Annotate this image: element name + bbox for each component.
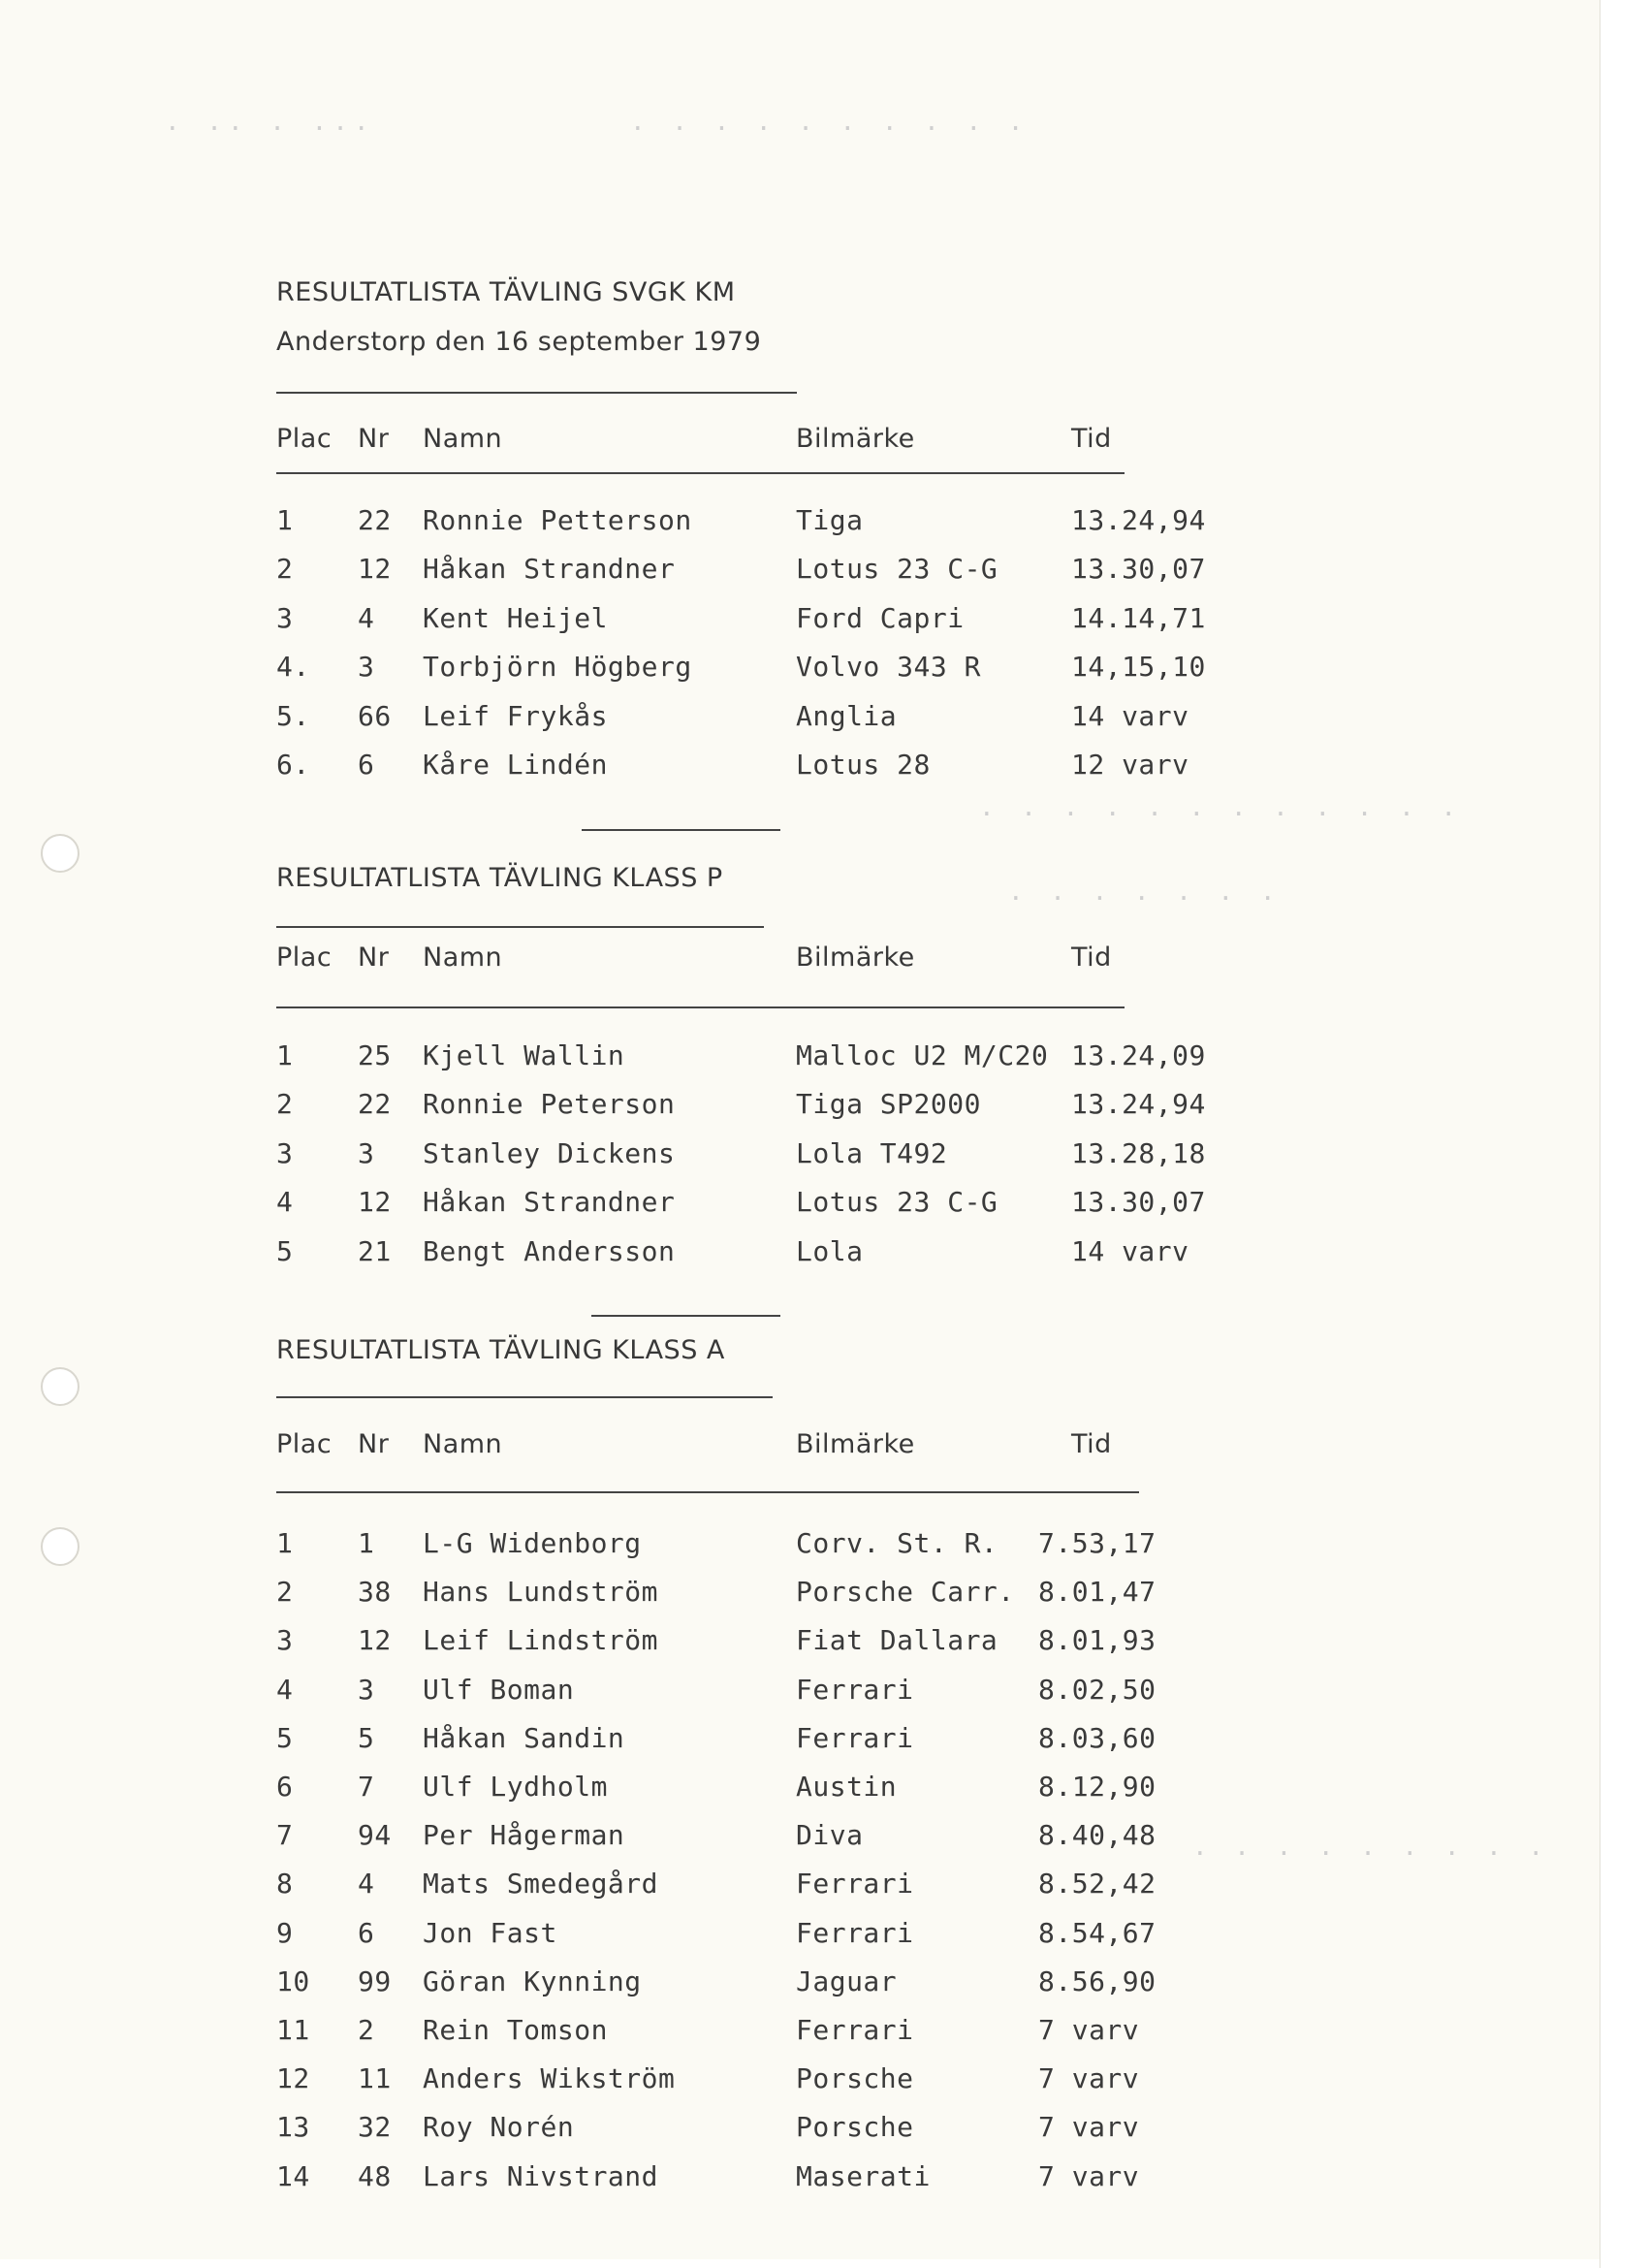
- cell-bilmarke: Porsche: [796, 2062, 914, 2095]
- cell-nr: 21: [358, 1234, 392, 1267]
- cell-nr: 38: [358, 1576, 392, 1609]
- cell-nr: 4: [358, 1868, 375, 1901]
- cell-namn: Ulf Boman: [423, 1673, 575, 1706]
- cell-namn: Torbjörn Högberg: [423, 651, 692, 684]
- col-namn: Namn: [423, 1429, 503, 1459]
- cell-namn: Rein Tomson: [423, 2014, 608, 2046]
- cell-tid: 12 varv: [1071, 749, 1189, 781]
- cell-nr: 6: [358, 1916, 375, 1949]
- cell-plac: 4.: [276, 651, 310, 684]
- cell-plac: 9: [276, 1916, 294, 1949]
- cell-tid: 14 varv: [1071, 1234, 1189, 1267]
- cell-plac: 2: [276, 1088, 294, 1121]
- cell-bilmarke: Ford Capri: [796, 601, 965, 634]
- cell-tid: 13.24,09: [1071, 1039, 1206, 1071]
- cell-tid: 8.01,47: [1038, 1576, 1157, 1609]
- cell-bilmarke: Lola T492: [796, 1136, 948, 1169]
- cell-bilmarke: Malloc U2 M/C20: [796, 1039, 1049, 1071]
- cell-tid: 13.24,94: [1071, 1088, 1206, 1121]
- cell-namn: Leif Lindström: [423, 1624, 659, 1657]
- section-title-klass-p: RESULTATLISTA TÄVLING KLASS P: [276, 863, 723, 893]
- cell-plac: 1: [276, 1039, 294, 1071]
- cell-tid: 7 varv: [1038, 2062, 1140, 2095]
- cell-tid: 7.53,17: [1038, 1527, 1157, 1559]
- cell-tid: 8.03,60: [1038, 1721, 1157, 1754]
- cell-tid: 8.52,42: [1038, 1868, 1157, 1901]
- cell-namn: Bengt Andersson: [423, 1234, 676, 1267]
- cell-plac: 7: [276, 1819, 294, 1852]
- divider: [276, 926, 764, 928]
- cell-plac: 8: [276, 1868, 294, 1901]
- cell-plac: 2: [276, 553, 294, 586]
- cell-namn: Jon Fast: [423, 1916, 557, 1949]
- cell-namn: Kent Heijel: [423, 601, 608, 634]
- cell-tid: 7 varv: [1038, 2014, 1140, 2046]
- cell-tid: 13.30,07: [1071, 1186, 1206, 1219]
- cell-tid: 8.01,93: [1038, 1624, 1157, 1657]
- divider: [276, 1491, 1139, 1493]
- cell-bilmarke: Tiga: [796, 504, 864, 536]
- cell-namn: Hans Lundström: [423, 1576, 659, 1609]
- cell-bilmarke: Corv. St. R.: [796, 1527, 998, 1559]
- cell-bilmarke: Lola: [796, 1234, 864, 1267]
- cell-nr: 3: [358, 651, 375, 684]
- cell-nr: 4: [358, 601, 375, 634]
- cell-bilmarke: Austin: [796, 1771, 898, 1803]
- cell-namn: Mats Smedegård: [423, 1868, 659, 1901]
- cell-nr: 12: [358, 553, 392, 586]
- col-nr: Nr: [358, 942, 390, 973]
- cell-namn: Leif Frykås: [423, 699, 608, 732]
- cell-plac: 5: [276, 1721, 294, 1754]
- cell-tid: 7 varv: [1038, 2159, 1140, 2192]
- col-tid: Tid: [1071, 424, 1112, 454]
- cell-bilmarke: Ferrari: [796, 1916, 914, 1949]
- cell-namn: Anders Wikström: [423, 2062, 676, 2095]
- section-title-klass-a: RESULTATLISTA TÄVLING KLASS A: [276, 1335, 725, 1365]
- col-plac: Plac: [276, 424, 333, 454]
- cell-namn: Ulf Lydholm: [423, 1771, 608, 1803]
- cell-nr: 7: [358, 1771, 375, 1803]
- cell-nr: 22: [358, 504, 392, 536]
- cell-namn: Ronnie Petterson: [423, 504, 692, 536]
- document-subtitle: Anderstorp den 16 september 1979: [276, 327, 762, 357]
- cell-bilmarke: Ferrari: [796, 1868, 914, 1901]
- cell-bilmarke: Diva: [796, 1819, 864, 1852]
- show-through-mark: · · · · · · · · ·: [1192, 1839, 1550, 1869]
- cell-namn: Håkan Strandner: [423, 1186, 676, 1219]
- cell-namn: Stanley Dickens: [423, 1136, 676, 1169]
- cell-bilmarke: Porsche Carr.: [796, 1576, 1015, 1609]
- cell-nr: 5: [358, 1721, 375, 1754]
- cell-nr: 25: [358, 1039, 392, 1071]
- show-through-mark: · · · · · · · · · ·: [630, 114, 1030, 144]
- cell-namn: Ronnie Peterson: [423, 1088, 676, 1121]
- cell-plac: 3: [276, 1624, 294, 1657]
- cell-nr: 3: [358, 1136, 375, 1169]
- scan-margin: [1600, 0, 1648, 2268]
- cell-bilmarke: Tiga SP2000: [796, 1088, 981, 1121]
- show-through-mark: · · · · · · · · · · · ·: [979, 800, 1463, 829]
- divider: [276, 1396, 773, 1398]
- cell-plac: 3: [276, 601, 294, 634]
- col-plac: Plac: [276, 942, 333, 973]
- cell-namn: Roy Norén: [423, 2111, 575, 2144]
- cell-bilmarke: Fiat Dallara: [796, 1624, 998, 1657]
- cell-bilmarke: Jaguar: [796, 1965, 898, 1997]
- col-bilmarke: Bilmärke: [796, 424, 915, 454]
- cell-tid: 14.14,71: [1071, 601, 1206, 634]
- cell-bilmarke: Ferrari: [796, 1721, 914, 1754]
- cell-tid: 8.02,50: [1038, 1673, 1157, 1706]
- cell-tid: 8.56,90: [1038, 1965, 1157, 1997]
- cell-plac: 14: [276, 2159, 310, 2192]
- col-bilmarke: Bilmärke: [796, 942, 915, 973]
- cell-namn: L-G Widenborg: [423, 1527, 642, 1559]
- cell-bilmarke: Ferrari: [796, 1673, 914, 1706]
- cell-nr: 99: [358, 1965, 392, 1997]
- cell-nr: 12: [358, 1624, 392, 1657]
- cell-nr: 66: [358, 699, 392, 732]
- cell-plac: 6.: [276, 749, 310, 781]
- cell-plac: 3: [276, 1136, 294, 1169]
- divider: [276, 1006, 1125, 1008]
- cell-namn: Håkan Strandner: [423, 553, 676, 586]
- cell-plac: 1: [276, 504, 294, 536]
- cell-tid: 13.28,18: [1071, 1136, 1206, 1169]
- divider: [582, 829, 780, 831]
- cell-tid: 14 varv: [1071, 699, 1189, 732]
- col-plac: Plac: [276, 1429, 333, 1459]
- cell-plac: 1: [276, 1527, 294, 1559]
- cell-tid: 7 varv: [1038, 2111, 1140, 2144]
- cell-nr: 3: [358, 1673, 375, 1706]
- cell-namn: Göran Kynning: [423, 1965, 642, 1997]
- cell-bilmarke: Volvo 343 R: [796, 651, 981, 684]
- cell-bilmarke: Maserati: [796, 2159, 931, 2192]
- col-namn: Namn: [423, 424, 503, 454]
- col-bilmarke: Bilmärke: [796, 1429, 915, 1459]
- cell-bilmarke: Porsche: [796, 2111, 914, 2144]
- cell-plac: 10: [276, 1965, 310, 1997]
- cell-nr: 11: [358, 2062, 392, 2095]
- cell-plac: 2: [276, 1576, 294, 1609]
- divider: [591, 1315, 780, 1317]
- cell-plac: 11: [276, 2014, 310, 2046]
- cell-nr: 2: [358, 2014, 375, 2046]
- cell-nr: 94: [358, 1819, 392, 1852]
- show-through-mark: · ·· · ···: [165, 114, 375, 144]
- cell-plac: 12: [276, 2062, 310, 2095]
- cell-namn: Håkan Sandin: [423, 1721, 625, 1754]
- cell-nr: 1: [358, 1527, 375, 1559]
- cell-nr: 12: [358, 1186, 392, 1219]
- cell-bilmarke: Lotus 23 C-G: [796, 553, 998, 586]
- cell-nr: 6: [358, 749, 375, 781]
- cell-tid: 8.40,48: [1038, 1819, 1157, 1852]
- cell-bilmarke: Lotus 28: [796, 749, 931, 781]
- cell-bilmarke: Ferrari: [796, 2014, 914, 2046]
- cell-plac: 4: [276, 1673, 294, 1706]
- cell-tid: 8.12,90: [1038, 1771, 1157, 1803]
- col-tid: Tid: [1071, 942, 1112, 973]
- cell-namn: Lars Nivstrand: [423, 2159, 659, 2192]
- document-title: RESULTATLISTA TÄVLING SVGK KM: [276, 277, 736, 307]
- cell-bilmarke: Anglia: [796, 699, 898, 732]
- cell-nr: 32: [358, 2111, 392, 2144]
- show-through-mark: · · · · · · ·: [1008, 884, 1282, 913]
- cell-namn: Per Hågerman: [423, 1819, 625, 1852]
- cell-plac: 6: [276, 1771, 294, 1803]
- col-nr: Nr: [358, 1429, 390, 1459]
- cell-nr: 22: [358, 1088, 392, 1121]
- divider: [276, 392, 797, 394]
- col-namn: Namn: [423, 942, 503, 973]
- cell-plac: 5.: [276, 699, 310, 732]
- col-nr: Nr: [358, 424, 390, 454]
- cell-tid: 13.24,94: [1071, 504, 1206, 536]
- cell-tid: 13.30,07: [1071, 553, 1206, 586]
- cell-nr: 48: [358, 2159, 392, 2192]
- col-tid: Tid: [1071, 1429, 1112, 1459]
- cell-tid: 14,15,10: [1071, 651, 1206, 684]
- divider: [276, 472, 1125, 474]
- cell-plac: 13: [276, 2111, 310, 2144]
- cell-bilmarke: Lotus 23 C-G: [796, 1186, 998, 1219]
- cell-namn: Kjell Wallin: [423, 1039, 625, 1071]
- cell-plac: 5: [276, 1234, 294, 1267]
- cell-plac: 4: [276, 1186, 294, 1219]
- cell-tid: 8.54,67: [1038, 1916, 1157, 1949]
- cell-namn: Kåre Lindén: [423, 749, 608, 781]
